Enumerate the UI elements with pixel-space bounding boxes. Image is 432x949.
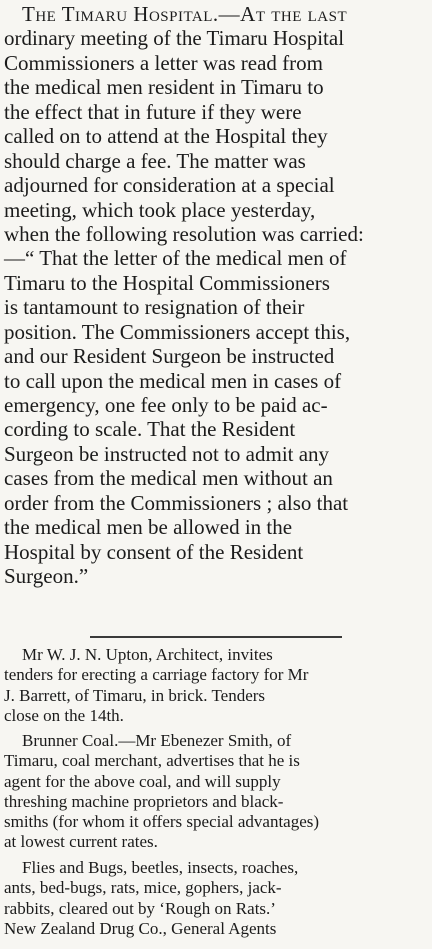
article-line: adjourned for consideration at a special: [4, 173, 335, 198]
article-line: the medical men be allowed in the: [4, 515, 293, 540]
article-line: Hospital by consent of the Resident: [4, 539, 304, 564]
article-line: should charge a fee. The matter was: [4, 148, 306, 173]
article-line: The Timaru Hospital.—At the last: [22, 2, 348, 26]
article-line: close on the 14th.: [4, 705, 124, 725]
article-line: smiths (for whom it offers special advantages): [4, 812, 320, 832]
article-line: ants, bed-bugs, rats, mice, gophers, jack-: [4, 878, 282, 898]
article-line: cases from the medical men without an: [4, 466, 333, 491]
article-line: Surgeon be instructed not to admit any: [4, 441, 330, 466]
article-line: Commissioners a letter was read from: [4, 50, 323, 75]
article-line: order from the Commissioners ; also that: [4, 490, 349, 515]
article-line: threshing machine proprietors and black-: [4, 791, 284, 811]
article-line: at lowest current rates.: [4, 832, 158, 852]
article-line: when the following resolution was carried:: [4, 221, 364, 246]
article-line: Timaru to the Hospital Commissioners: [4, 270, 330, 295]
article-line: is tantamount to resignation of their: [4, 295, 305, 320]
article-line: to call upon the medical men in cases of: [4, 368, 342, 393]
section-divider: [90, 636, 342, 638]
article-line: Surgeon.”: [4, 564, 89, 589]
article-line: the effect that in future if they were: [4, 99, 302, 124]
article-upton-tenders: [0, 645, 432, 726]
article-line: Brunner Coal.—Mr Ebenezer Smith, of: [22, 731, 292, 750]
article-line: meeting, which took place yesterday,: [4, 197, 316, 222]
article-timaru-hospital: [0, 2, 432, 589]
article-line: New Zealand Drug Co., General Agents: [4, 918, 277, 938]
article-line: —“ That the letter of the medical men of: [4, 246, 347, 271]
article-line: the medical men resident in Timaru to: [4, 75, 324, 100]
article-line: Timaru, coal merchant, advertises that he is: [4, 751, 300, 771]
article-line: and our Resident Surgeon be instructed: [4, 344, 335, 369]
article-line: tenders for erecting a carriage factory for Mr: [4, 665, 309, 685]
article-line: Mr W. J. N. Upton, Architect, invites: [22, 645, 273, 664]
article-line: ordinary meeting of the Timaru Hospital: [4, 26, 345, 51]
advertisement-rough-on-rats: [0, 858, 432, 939]
article-line: called on to attend at the Hospital they: [4, 124, 328, 149]
article-line: rabbits, cleared out by ‘Rough on Rats.’: [4, 898, 276, 918]
article-line: Flies and Bugs, beetles, insects, roaches,: [22, 858, 299, 877]
article-line: J. Barrett, of Timaru, in brick. Tenders: [4, 685, 266, 705]
article-line: emergency, one fee only to be paid ac-: [4, 393, 328, 417]
article-line: position. The Commissioners accept this,: [4, 319, 351, 344]
article-line: cording to scale. That the Resident: [4, 417, 296, 442]
article-brunner-coal: [0, 731, 432, 853]
article-line: agent for the above coal, and will supply: [4, 771, 281, 791]
